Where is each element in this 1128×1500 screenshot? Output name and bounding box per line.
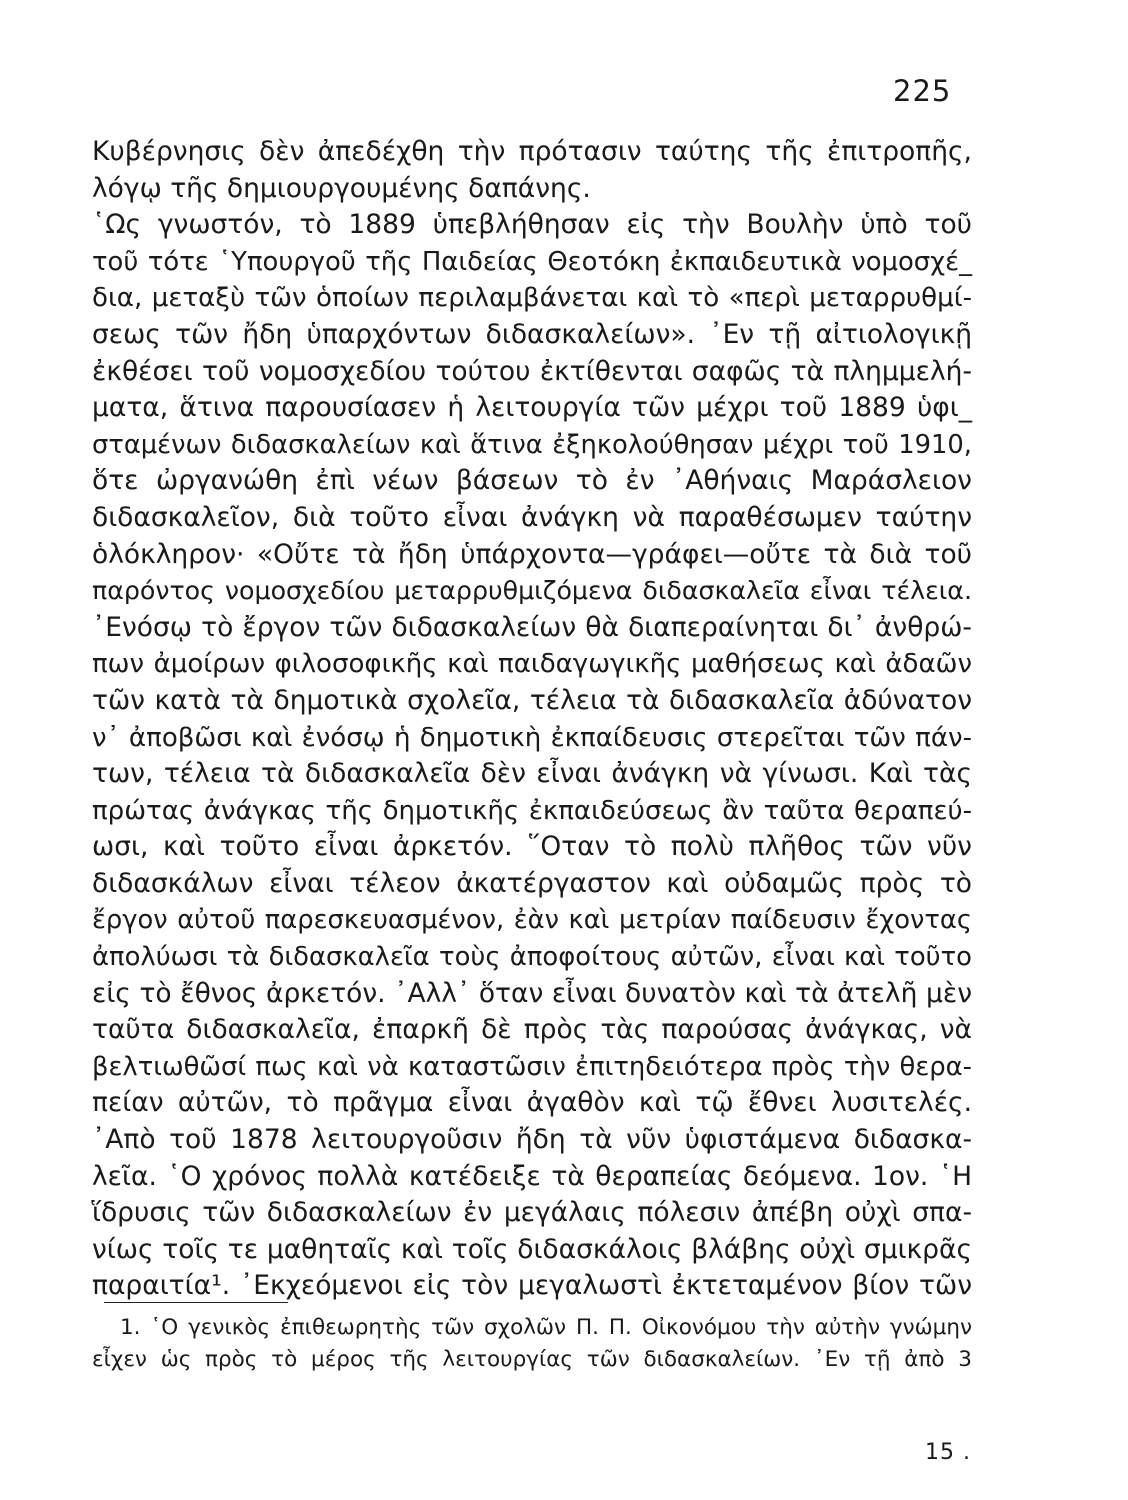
body-line-29: λεῖα. ῾Ο χρόνος πολλὰ κατέδειξε τὰ θεραπείας δεόμενα. 1ον. ῾Η (92, 1160, 972, 1192)
body-line-3: ῾Ως γνωστόν, τὸ 1889 ὑπεβλήθησαν εἰς τὴν Βουλὴν ὑπὸ τοῦ (92, 209, 972, 241)
body-line-23: ἀπολύωσι τὰ διδασκαλεῖα τοὺς ἀποφοίτους αὐτῶν, εἶναι καὶ τοῦτο (92, 942, 972, 973)
body-line-9: σταμένων διδασκαλείων καὶ ἅτινα ἐξηκολούθησαν μέχρι τοῦ 1910, (92, 429, 972, 460)
body-line-18: των, τέλεια τὰ διδασκαλεῖα δὲν εἶναι ἀνάγκη νὰ γίνωσι. Καὶ τὰς (92, 758, 972, 790)
body-line-22: ἔργον αὐτοῦ παρεσκευασμένον, ἐὰν καὶ μετρίαν παίδευσιν ἔχοντας (92, 905, 972, 936)
body-text (92, 134, 972, 1305)
body-line-21: διδασκάλων εἶναι τέλεον ἀκατέργαστον καὶ οὐδαμῶς πρὸς τὸ (92, 867, 972, 899)
body-line-11: διδασκαλεῖον, διὰ τοῦτο εἶναι ἀνάγκη νὰ παραθέσωμεν ταύτην (92, 501, 972, 533)
body-line-6: σεως τῶν ἤδη ὑπαρχόντων διδασκαλείων». ᾽Εν τῇ αἰτιολογικῇ (92, 318, 972, 350)
footnote-line-2: εἶχεν ὡς πρὸς τὸ μέρος τῆς λειτουργίας τῶν διδασκαλείων. ᾽Εν τῇ ἀπὸ 3 (92, 1347, 972, 1372)
body-line-31: νίως τοῖς τε μαθηταῖς καὶ τοῖς διδασκάλοις βλάβης οὐχὶ σμικρᾶς (92, 1233, 972, 1265)
body-line-24: εἰς τὸ ἔθνος ἀρκετόν. ᾽Αλλ᾽ ὅταν εἶναι δυνατὸν καὶ τὰ ἀτελῆ μὲν (92, 977, 972, 1009)
body-line-30: ἵδρυσις τῶν διδασκαλείων ἐν μεγάλαις πόλεσιν ἀπέβη οὐχὶ σπα- (92, 1197, 972, 1229)
body-line-1: Κυβέρνησις δὲν ἀπεδέχθη τὴν πρότασιν ταύτης τῆς ἐπιτροπῆς, (92, 136, 972, 167)
body-line-17: ν᾽ ἀποβῶσι καὶ ἐνόσῳ ἡ δημοτικὴ ἐκπαίδευσις στερεῖται τῶν πάν- (92, 722, 972, 753)
body-line-14: ᾽Ενόσῳ τὸ ἔργον τῶν διδασκαλείων θὰ διαπεραίνηται δι᾽ ἀνθρώ- (92, 611, 972, 643)
body-line-4: τοῦ τότε ῾Υπουργοῦ τῆς Παιδείας Θεοτόκη ἐκπαιδευτικὰ νομοσχέ_ (92, 246, 972, 277)
body-line-25: ταῦτα διδασκαλεῖα, ἐπαρκῆ δὲ πρὸς τὰς παρούσας ἀνάγκας, νὰ (92, 1014, 972, 1046)
footnote-line-1: 1. ῾Ο γενικὸς ἐπιθεωρητὴς τῶν σχολῶν Π. Π. Οἰκονόμου τὴν αὐτὴν γνώμην (120, 1315, 972, 1340)
body-line-20: ωσι, καὶ τοῦτο εἶναι ἀρκετόν. ῞Οταν τὸ πολὺ πλῆθος τῶν νῦν (92, 831, 972, 863)
body-line-32: παραιτία¹. ᾽Εκχεόμενοι εἰς τὸν μεγαλωστὶ ἐκτεταμένον βίον τῶν (92, 1270, 972, 1302)
footnote-divider (104, 1302, 288, 1303)
body-line-12: ὁλόκληρον· «Οὔτε τὰ ἤδη ὑπάρχοντα—γράφει—οὔτε τὰ διὰ τοῦ (92, 538, 972, 570)
body-line-5: δια, μεταξὺ τῶν ὁποίων περιλαμβάνεται καὶ τὸ «περὶ μεταρρυθμί- (92, 283, 972, 314)
body-line-15: πων ἀμοίρων φιλοσοφικῆς καὶ παιδαγωγικῆς μαθήσεως καὶ ἀδαῶν (92, 649, 972, 680)
body-line-8: ματα, ἅτινα παρουσίασεν ἡ λειτουργία τῶν μέχρι τοῦ 1889 ὑφι_ (92, 392, 972, 424)
body-line-28: ᾽Απὸ τοῦ 1878 λειτουργοῦσιν ἤδη τὰ νῦν ὑφιστάμενα διδασκα- (92, 1124, 972, 1156)
body-line-27: πείαν αὐτῶν, τὸ πρᾶγμα εἶναι ἀγαθὸν καὶ τῷ ἔθνει λυσιτελές. (92, 1087, 972, 1119)
page-number: 225 (893, 74, 952, 108)
body-line-10: ὅτε ὠργανώθη ἐπὶ νέων βάσεων τὸ ἐν ᾽Αθήναις Μαράσλειον (92, 465, 972, 497)
body-line-2: λόγῳ τῆς δημιουργουμένης δαπάνης. (92, 172, 591, 204)
body-line-7: ἐκθέσει τοῦ νομοσχεδίου τούτου ἐκτίθενται σαφῶς τὰ πλημμελή- (92, 355, 972, 387)
body-line-26: βελτιωθῶσί πως καὶ νὰ καταστῶσιν ἐπιτηδειότερα πρὸς τὴν θερα- (92, 1051, 972, 1082)
signature-mark: 15 . (925, 1440, 971, 1465)
body-line-13: παρόντος νομοσχεδίου μεταρρυθμιζόμενα διδασκαλεῖα εἶναι τέλεια. (92, 576, 972, 606)
footnote (92, 1312, 972, 1376)
body-line-19: πρώτας ἀνάγκας τῆς δημοτικῆς ἐκπαιδεύσεως ἂν ταῦτα θεραπεύ- (92, 795, 972, 826)
body-line-16: τῶν κατὰ τὰ δημοτικὰ σχολεῖα, τέλεια τὰ διδασκαλεῖα ἀδύνατον (92, 684, 972, 716)
